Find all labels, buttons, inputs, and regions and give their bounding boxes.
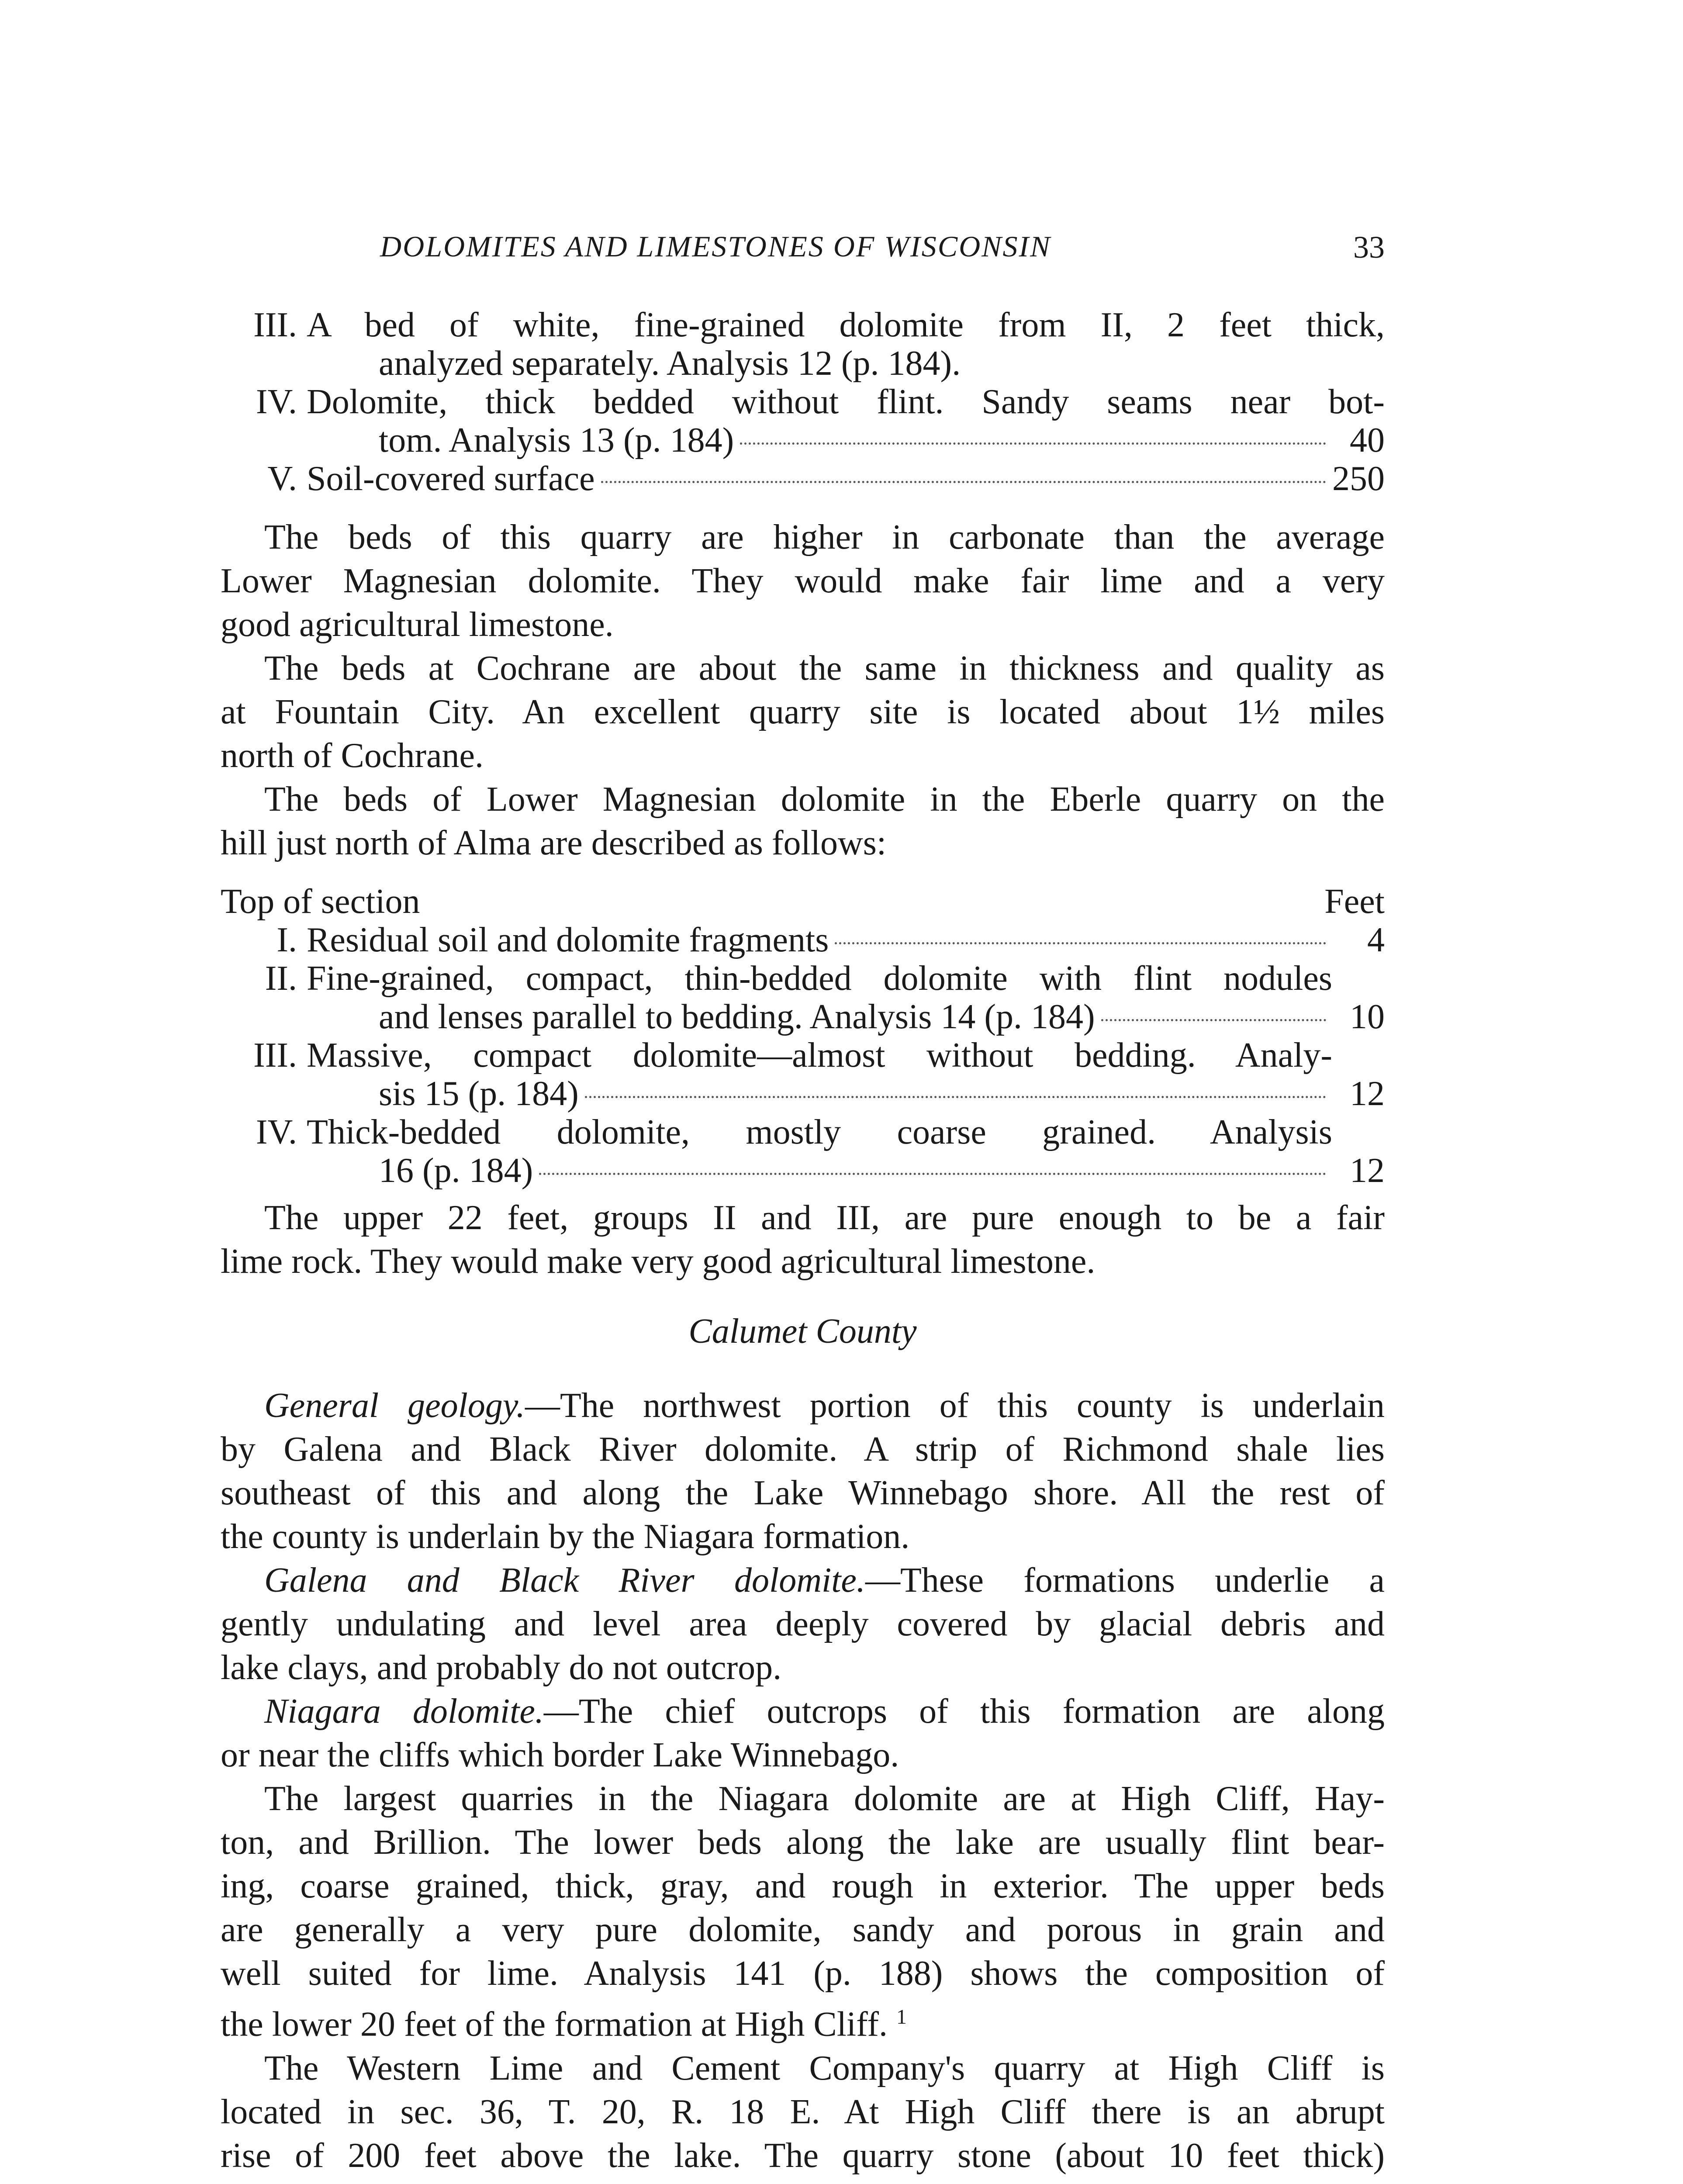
- section-entry-continuation: [221, 344, 1385, 383]
- section-entry: [221, 460, 1385, 498]
- dot-leader: [835, 942, 1326, 944]
- entry-text: Fine-grained, compact, thin-bedded dolomite with flint nodules: [307, 959, 1332, 998]
- paragraph: The beds at Cochrane are about the same in thickness and quality as at Fountain City. An excellent quarry site is located about 1½ miles north of Cochrane.: [221, 649, 1385, 775]
- paragraph: General geology.—The northwest portion of this county is underlain by Galena and Black River dolomite. A strip of Richmond shale lies southeast of this and along the Lake Winnebago shore. All the rest of the county is underlain by the Niagara formation.: [221, 1386, 1385, 1556]
- entry-thickness: 4: [1367, 921, 1385, 959]
- entry-number: II.: [265, 959, 297, 998]
- section-entry: [221, 306, 1385, 344]
- eberle-section-table: [221, 882, 1385, 1190]
- paragraph: The largest quarries in the Niagara dolomite are at High Cliff, Hay- ton, and Brillion. The lower beds along the lake are usually flint bear- ing, coarse grained, thick, gray, and rough in exterior. The upper beds are generally a very pure dolomite, sandy and porous in grain and well suited for lime. Analysis 141 (p. 188) shows the composition of the lower 20 feet of the formation at High Cliff. $^1$: [221, 1780, 1385, 2044]
- page-body: [221, 306, 1385, 2177]
- section-entry: [221, 383, 1385, 421]
- section-entry: [221, 1113, 1385, 1151]
- section-entry-continuation: [221, 421, 1385, 460]
- entry-thickness: 12: [1350, 1151, 1385, 1190]
- table-header-left: Top of section: [221, 882, 420, 921]
- section-entry: [221, 921, 1385, 959]
- entry-number: V.: [267, 460, 297, 498]
- section-entry: [221, 1036, 1385, 1075]
- entry-thickness: 40: [1350, 421, 1385, 460]
- dot-leader: [1101, 1019, 1326, 1021]
- dot-leader: [740, 442, 1326, 445]
- page-header: [218, 229, 1385, 269]
- entry-thickness: 12: [1350, 1075, 1385, 1113]
- entry-number: I.: [276, 921, 297, 959]
- entry-text: analyzed separately. Analysis 12 (p. 184).: [379, 344, 961, 383]
- dot-leader: [601, 481, 1326, 483]
- entry-text: and lenses parallel to bedding. Analysis 14 (p. 184): [379, 998, 1095, 1036]
- entry-number: III.: [253, 1036, 297, 1075]
- paragraph: The Western Lime and Cement Company's quarry at High Cliff is located in sec. 36, T. 20, R. 18 E. At High Cliff there is an abrupt rise of 200 feet above the lake. The quarry stone (about 10 feet thick): [221, 2049, 1385, 2175]
- entry-text: A bed of white, fine-grained dolomite from II, 2 feet thick,: [307, 306, 1385, 344]
- section-entry-continuation: [221, 1151, 1385, 1190]
- quarry-section-list: [221, 306, 1385, 498]
- dot-leader: [585, 1096, 1326, 1098]
- paragraph-lead: Niagara dolomite.: [264, 1692, 544, 1731]
- entry-thickness: 10: [1350, 998, 1385, 1036]
- paragraph: The beds of this quarry are higher in carbonate than the average Lower Magnesian dolomite. They would make fair lime and a very good agricultural limestone.: [221, 518, 1385, 644]
- running-title: DOLOMITES AND LIMESTONES OF WISCONSIN: [380, 230, 1051, 263]
- section-heading: Calumet County: [688, 1312, 917, 1351]
- section-entry: [221, 959, 1385, 998]
- table-header-right: Feet: [1324, 882, 1385, 921]
- paragraph: Niagara dolomite.—The chief outcrops of this formation are along or near the cliffs which border Lake Winnebago.: [221, 1692, 1385, 1774]
- entry-text: Dolomite, thick bedded without flint. Sandy seams near bot-: [307, 383, 1385, 421]
- entry-number: III.: [253, 306, 297, 344]
- section-entry-continuation: [221, 1075, 1385, 1113]
- paragraph: Galena and Black River dolomite.—These formations underlie a gently undulating and level area deeply covered by glacial debris and lake clays, and probably do not outcrop.: [221, 1561, 1385, 1687]
- dot-leader: [539, 1173, 1326, 1175]
- entry-text: Residual soil and dolomite fragments: [307, 921, 829, 959]
- entry-text: Soil-covered surface: [307, 460, 595, 498]
- entry-thickness: 250: [1332, 460, 1385, 498]
- footnote-reference[interactable]: 1: [896, 2005, 907, 2028]
- entry-text: Massive, compact dolomite—almost without bedding. Analy-: [307, 1036, 1332, 1075]
- paragraph-lead: Galena and Black River dolomite.: [264, 1561, 865, 1600]
- paragraph: The upper 22 feet, groups II and III, are pure enough to be a fair lime rock. They would make very good agricultural limestone.: [221, 1199, 1385, 1281]
- entry-text: tom. Analysis 13 (p. 184): [379, 421, 734, 460]
- table-header: [221, 882, 1385, 921]
- entry-number: IV.: [256, 383, 297, 421]
- entry-text: Thick-bedded dolomite, mostly coarse grained. Analysis: [307, 1113, 1332, 1151]
- entry-text: sis 15 (p. 184): [379, 1075, 579, 1113]
- page-number: 33: [1353, 230, 1385, 265]
- paragraph-lead: General geology.: [264, 1386, 525, 1425]
- entry-text: 16 (p. 184): [379, 1151, 533, 1190]
- paragraph: The beds of Lower Magnesian dolomite in the Eberle quarry on the hill just north of Alma are described as follows:: [221, 780, 1385, 862]
- section-entry-continuation: [221, 998, 1385, 1036]
- entry-number: IV.: [256, 1113, 297, 1151]
